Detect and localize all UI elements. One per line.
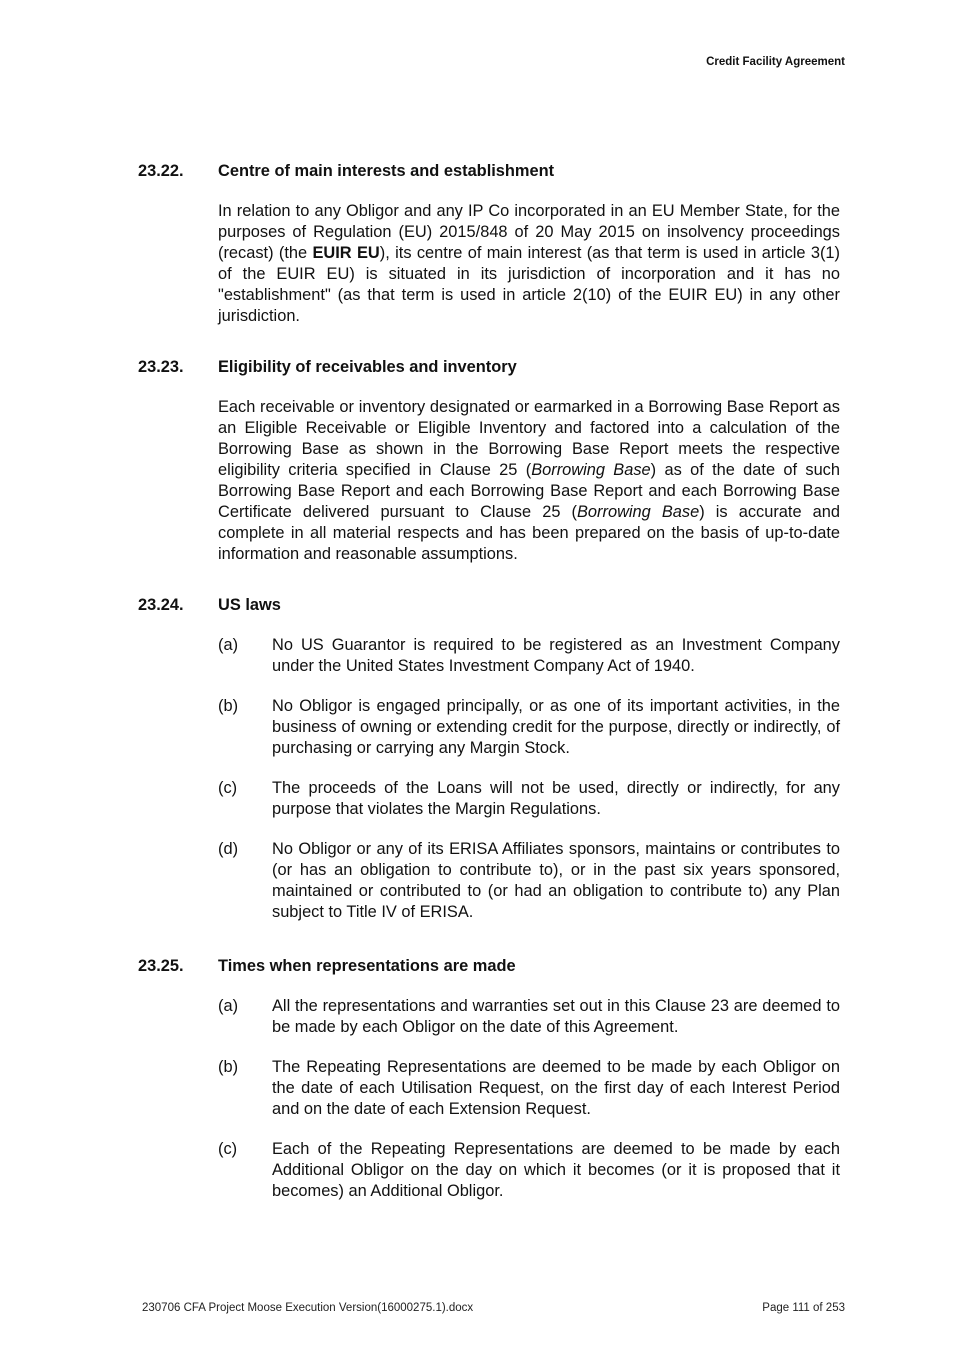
list-item	[218, 1139, 840, 1202]
clause-heading	[138, 161, 840, 182]
clause-title: Eligibility of receivables and inventory	[218, 358, 517, 376]
body-text: In relation to any Obligor and any IP Co incorporated in an EU Member State, for the purposes of Regulation (EU) 2015/848 of 20 May 2015 on insolvency proceedings (recast) (the	[218, 202, 840, 262]
body-text: Each receivable or inventory designated or earmarked in a Borrowing Base Report as an Eligible Receivable or Eligible Inventory and factored into a calculation of the Borrowing Base as shown in the Borrowing Base Report meets the respective eligibility criteria specified in Clause 25 (	[218, 398, 840, 479]
item-text: Each of the Repeating Representations are deemed to be made by each Additional Obligor on the day on which it becomes (or it is proposed that it becomes) an Additional Obligor.	[272, 1140, 840, 1200]
list-item	[218, 839, 840, 923]
clause-body	[218, 397, 840, 565]
cross-reference: Borrowing Base	[576, 503, 700, 521]
clause-title: Times when representations are made	[218, 957, 516, 975]
body-text: ) as of the date of such Borrowing Base Report and each Borrowing Base Report and each Borrowing Base Certificate delivered pursuant to Clause 25 (	[218, 461, 840, 521]
item-label: (b)	[218, 697, 239, 715]
clause-23-23	[138, 357, 840, 581]
list-item	[218, 696, 840, 759]
body-text: ), its centre of main interest (as that term is used in article 3(1) of the EUIR EU) is situated in its jurisdiction of incorporation and it has no "establishment" (as that term is used in article 2(10) of the EUIR EU) in any other jurisdiction.	[218, 244, 841, 325]
clause-heading	[138, 595, 840, 616]
running-header-title: Credit Facility Agreement	[706, 56, 845, 68]
item-text: No US Guarantor is required to be registered as an Investment Company under the United States Investment Company Act of 1940.	[272, 636, 840, 675]
defined-term: EUIR EU	[312, 244, 380, 262]
clause-23-22	[138, 161, 840, 343]
item-label: (b)	[218, 1058, 239, 1076]
clause-number: 23.23.	[138, 358, 184, 376]
clause-heading	[138, 956, 840, 977]
list-item	[218, 1057, 840, 1120]
clause-number: 23.25.	[138, 957, 184, 975]
footer-page-number: Page 111 of 253	[762, 1302, 845, 1314]
item-label: (a)	[218, 636, 239, 654]
clause-title: US laws	[218, 596, 281, 614]
cross-reference: Borrowing Base	[531, 461, 651, 479]
item-label: (c)	[218, 1140, 238, 1158]
item-label: (c)	[218, 779, 238, 797]
clause-body	[218, 201, 840, 327]
footer-filename: 230706 CFA Project Moose Execution Version(16000275.1).docx	[142, 1302, 474, 1314]
item-text: All the representations and warranties set out in this Clause 23 are deemed to be made by each Obligor on the date of this Agreement.	[272, 997, 840, 1036]
item-text: No Obligor or any of its ERISA Affiliates sponsors, maintains or contributes to (or has an obligation to contribute to), or in the past six years sponsored, maintained or contributed to (or had an obligation to contribute to) any Plan subject to Title IV of ERISA.	[272, 840, 840, 921]
item-label: (d)	[218, 840, 239, 858]
clause-23-25	[138, 956, 840, 1202]
clause-title: Centre of main interests and establishment	[218, 162, 555, 180]
clause-heading	[138, 357, 840, 378]
page-footer	[142, 1302, 845, 1314]
body-text: ) is accurate and complete in all material respects and has been prepared on the basis of up-to-date information and reasonable assumptions.	[218, 503, 841, 563]
clause-number: 23.24.	[138, 596, 184, 614]
item-label: (a)	[218, 997, 239, 1015]
item-text: The proceeds of the Loans will not be used, directly or indirectly, for any purpose that violates the Margin Regulations.	[272, 779, 840, 818]
list-item	[218, 778, 840, 820]
item-text: No Obligor is engaged principally, or as one of its important activities, in the business of owning or extending credit for the purpose, directly or indirectly, of purchasing or carrying any Margin Stock.	[272, 697, 840, 757]
list-item	[218, 635, 840, 677]
item-text: The Repeating Representations are deemed to be made by each Obligor on the date of each Utilisation Request, on the first day of each Interest Period and on the date of each Extension Request.	[272, 1058, 840, 1118]
clause-23-24	[138, 595, 840, 923]
list-item	[218, 996, 840, 1038]
clause-number: 23.22.	[138, 162, 184, 180]
